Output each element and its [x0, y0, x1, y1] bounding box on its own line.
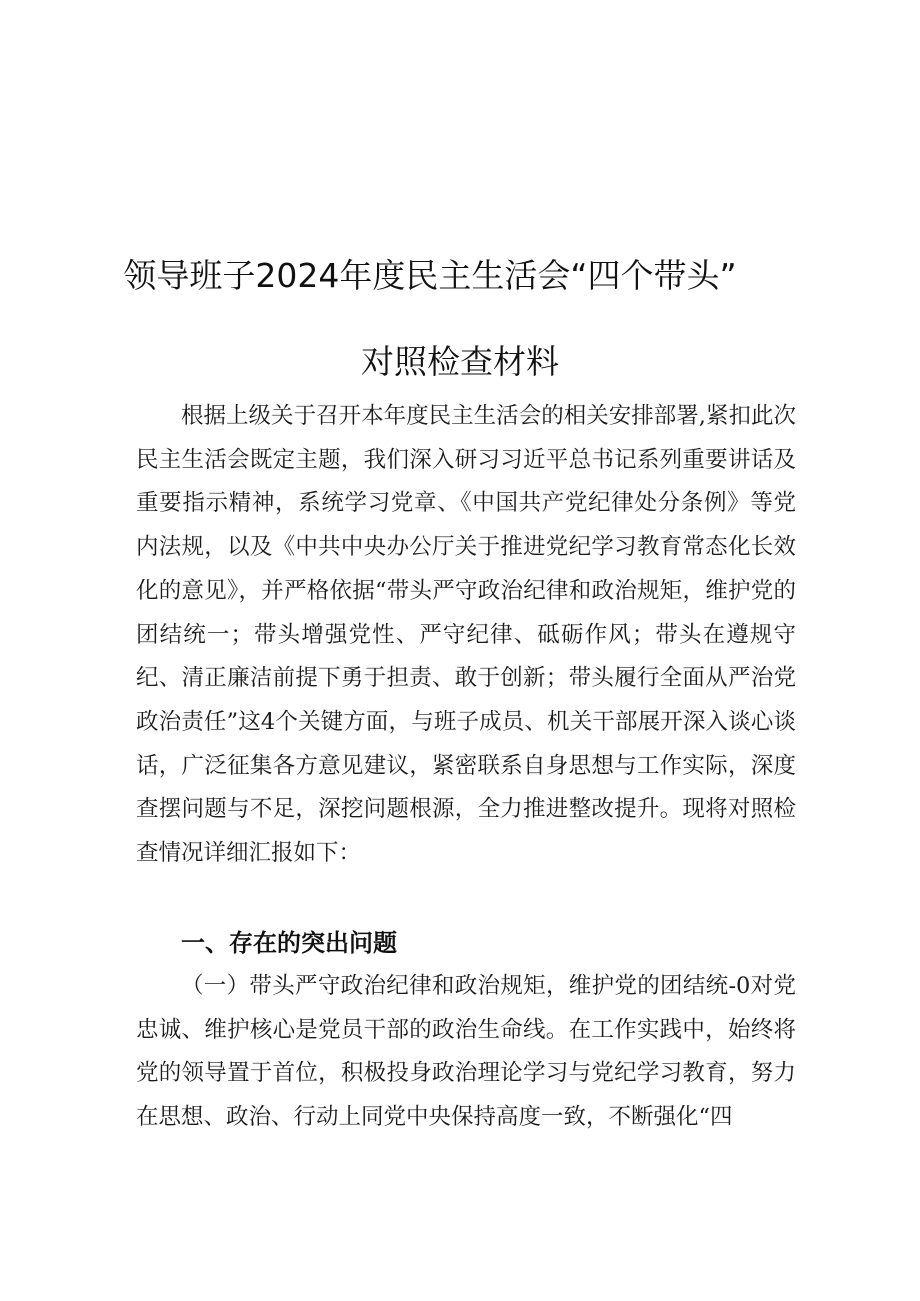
intro-paragraph: 根据上级关于召开本年度民主生活会的相关安排部署,紧扣此次民主生活会既定主题，我们深入研习习近平总书记系列重要讲话及重要指示精神，系统学习党章、《中国共产党纪律处分条例》等党内法规，以及《中共中央办公厅关于推进党纪学习教育常态化长效化的意见》，并严格依据“带头严守政治纪律和政治规矩，维护党的团结统一；带头增强党性、严守纪律、砥砺作风；带头在遵规守纪、清正廉洁前提下勇于担责、敢于创新；带头履行全面从严治党政治责任”这4个关键方面，与班子成员、机关干部展开深入谈心谈话，广泛征集各方意见建议，紧密联系自身思想与工作实际，深度查摆问题与不足，深挖问题根源，全力推进整改提升。现将对照检查情况详细汇报如下： [136, 403, 796, 867]
section-1-paragraph: （一）带头严守政治纪律和政治规矩，维护党的团结统-0对党忠诚、维护核心是党员干部的政治生命线。在工作实践中，始终将党的领导置于首位，积极投身政治理论学习与党纪学习教育，努力在思想、政治、行动上同党中央保持高度一致，不断强化“四 [136, 973, 796, 1131]
document-title-line-1: 领导班子2024年度民主生活会“四个带头” [123, 256, 737, 295]
section-heading: 一、存在的突出问题 [181, 929, 397, 957]
document-title-line-2: 对照检查材料 [361, 342, 559, 381]
